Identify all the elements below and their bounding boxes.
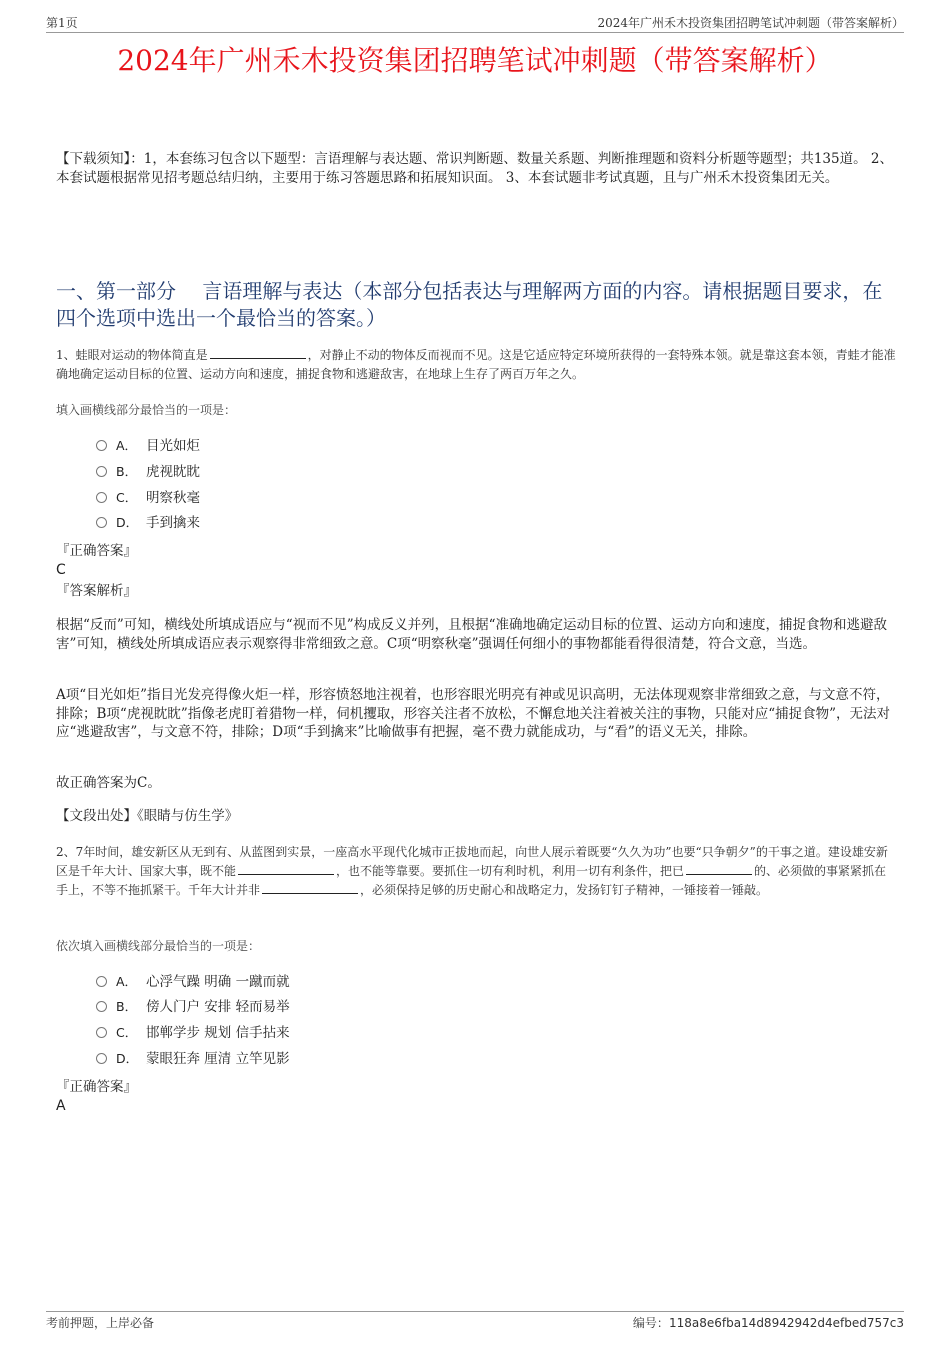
q2-option-c[interactable]: C． 邯郸学步 规划 信手拈来 <box>96 1023 290 1043</box>
q2-option-b[interactable]: B． 傍人门户 安排 轻而易举 <box>96 997 290 1017</box>
q1-option-a[interactable]: A． 目光如炬 <box>96 436 200 456</box>
header-doc-title: 2024年广州禾木投资集团招聘笔试冲刺题（带答案解析） <box>597 16 904 30</box>
q1-source: 【文段出处】《眼睛与仿生学》 <box>56 808 239 824</box>
q2-option-d[interactable]: D． 蒙眼狂奔 厘清 立竿见影 <box>96 1049 290 1069</box>
q1-analysis-paragraph: A项“目光如炬”指目光发亮得像火炬一样，形容愤怒地注视着，也形容眼光明亮有神或见识高明，无法体现观察非常细致之意，与文意不符，排除；B项“虎视眈眈”指像老虎盯着猎物一样，伺机攫取，形容关注者不放松，不懈怠地关注着被关注的事物，只能对应“捕捉食物”，无法对应“逃避敌害”，与文意不符，排除；D项“手到擒来”比喻做事有把握，毫不费力就能成功，与“看”的语义无关，排除。 <box>56 687 891 740</box>
q1-option-b[interactable]: B． 虎视眈眈 <box>96 462 200 482</box>
footer-code: 编号：118a8e6fba14d8942942d4efbed757c3 <box>632 1316 904 1330</box>
q2-option-a[interactable]: A． 心浮气躁 明确 一蹴而就 <box>96 972 290 992</box>
footer-slogan: 考前押题，上岸必备 <box>46 1316 155 1330</box>
download-notice: 【下载须知】：1，本套练习包含以下题型：言语理解与表达题、常识判断题、数量关系题、判断推理题和资料分析题等题型；共135道。 2、本套试题根据常见招考题总结归纳，主要用于练习答题思路和拓展知识面。 3、本套试题非考试真题，且与广州禾木投资集团无关。 <box>56 151 893 186</box>
radio-icon[interactable] <box>96 1027 107 1038</box>
q1-answer: C <box>56 562 66 578</box>
radio-icon[interactable] <box>96 976 107 987</box>
header-divider <box>46 32 904 33</box>
radio-icon[interactable] <box>96 492 107 503</box>
radio-icon[interactable] <box>96 1001 107 1012</box>
radio-icon[interactable] <box>96 466 107 477</box>
q1-analysis-paragraph: 故正确答案为C。 <box>56 775 161 791</box>
fill-blank <box>686 862 752 875</box>
footer-divider <box>46 1311 904 1312</box>
q1-answer-label: 『正确答案』 <box>56 543 137 559</box>
page-number: 第1页 <box>46 16 78 30</box>
fill-blank <box>262 881 358 894</box>
q1-option-c[interactable]: C． 明察秋毫 <box>96 488 200 508</box>
q1-option-d[interactable]: D． 手到擒来 <box>96 513 200 533</box>
question-2-hint: 依次填入画横线部分最恰当的一项是： <box>56 939 261 953</box>
section-heading: 一、第一部分 言语理解与表达（本部分包括表达与理解两方面的内容。请根据题目要求，在四个选项中选出一个最恰当的答案。） <box>56 279 883 330</box>
q2-answer-label: 『正确答案』 <box>56 1079 137 1095</box>
fill-blank <box>210 346 306 359</box>
q2-answer: A <box>56 1098 66 1114</box>
page-title: 2024年广州禾木投资集团招聘笔试冲刺题（带答案解析） <box>117 44 833 77</box>
question-2-text: 2、7年时间，雄安新区从无到有、从蓝图到实景，一座高水平现代化城市正拔地而起，向世人展示着既要“久久为功”也要“只争朝夕”的干事之道。建设雄安新区是千年大计、国家大事，既不能 ，也不能等靠要。要抓住一切有利时机，利用一切有利条件，把已 的、必须做的事紧紧抓在手上，不等不拖抓紧干。千年大计并非 ，必须保持足够的历史耐心和战略定力，发扬钉钉子精神，一锤接着一锤敲。 <box>56 845 888 897</box>
q1-analysis-paragraph: 根据“反而”可知，横线处所填成语应与“视而不见”构成反义并列，且根据“准确地确定运动目标的位置、运动方向和速度，捕捉食物和逃避敌害”可知，横线处所填成语应表示观察得非常细致之意。C项“明察秋毫”强调任何细小的事物都能看得很清楚，符合文意，当选。 <box>56 617 888 652</box>
radio-icon[interactable] <box>96 517 107 528</box>
q1-analysis-label: 『答案解析』 <box>56 583 137 599</box>
question-1-text: 1、蛙眼对运动的物体简直是 ，对静止不动的物体反而视而不见。这是它适应特定环境所获得的一套特殊本领。就是靠这套本领，青蛙才能准确地确定运动目标的位置、运动方向和速度，捕捉食物和逃避敌害，在地球上生存了两百万年之久。 <box>56 348 896 381</box>
radio-icon[interactable] <box>96 1053 107 1064</box>
fill-blank <box>238 862 334 875</box>
question-1-hint: 填入画横线部分最恰当的一项是： <box>56 403 237 417</box>
radio-icon[interactable] <box>96 440 107 451</box>
